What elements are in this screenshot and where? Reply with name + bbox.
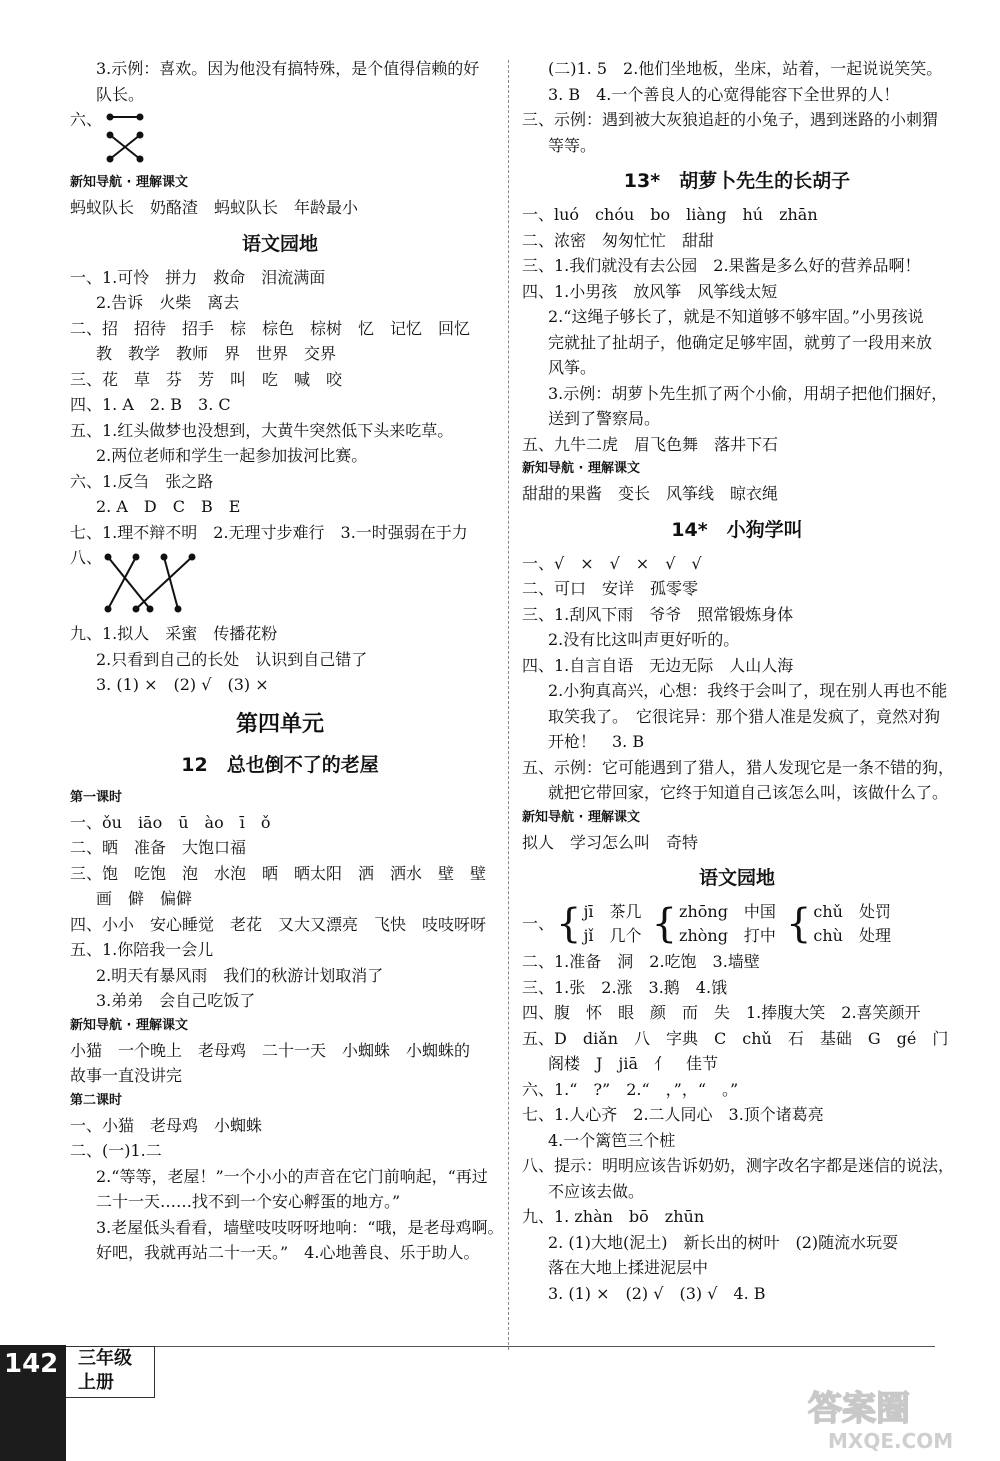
brace-icon: { (785, 901, 812, 947)
section-heading: 语文园地 (698, 867, 775, 889)
answer-line: 五、示例：它可能遇到了猎人，猎人发现它是一条不错的狗， (522, 757, 955, 777)
svg-text:MXQE.COM: MXQE.COM (828, 1429, 954, 1453)
polyphone-item: jī 茶几 (583, 902, 642, 921)
answer-line: 3.弟弟 会自己吃饭了 (96, 991, 256, 1010)
answer-line: 三、1.我们就没有去公园 2.果酱是多么好的营养品啊！ (522, 256, 921, 275)
section-label: 第一课时 (70, 789, 123, 805)
answer-line: 2.小狗真高兴，心想：我终于会叫了，现在别人再也不能 (548, 681, 948, 700)
answer-line: 五、D diǎn 八 字典 C chǔ 石 基础 G gé 门 (522, 1028, 949, 1048)
answer-line: 2.“这绳子够长了，就是不知道够不够牢固。”小男孩说 (548, 307, 924, 326)
answer-line: 2.两位老师和学生一起参加拔河比赛。 (96, 446, 368, 465)
polyphone-item: zhōng 中国 (679, 902, 776, 921)
answer-line: 二十一天……找不到一个安心孵蛋的地方。” (96, 1192, 401, 1211)
svg-text:答案圈: 答案圈 (808, 1389, 910, 1429)
unit-heading: 第四单元 (235, 711, 324, 737)
answer-line: 一、1.可怜 拼力 救命 泪流满面 (70, 267, 326, 287)
answer-line: 蚂蚁队长 奶酪渣 蚂蚁队长 年龄最小 (70, 198, 359, 217)
answer-line: (二)1. 5 2.他们坐地板，坐床，站着，一起说说笑笑。 (548, 59, 943, 78)
lesson-heading: 12 总也倒不了的老屋 (181, 753, 379, 776)
answer-line: 画 僻 偏僻 (96, 889, 193, 908)
brace-icon: { (651, 901, 678, 947)
answer-line: 3. (1) × (2) √ (3) √ 4. B (548, 1283, 766, 1303)
answer-line: 风筝。 (548, 358, 597, 377)
answer-line: 3. B 4.一个善良人的心宽得能容下全世界的人！ (548, 84, 900, 104)
answer-line: 2. (1)大地(泥土) 新长出的树叶 (2)随流水玩耍 (548, 1232, 899, 1252)
matching-diagram (102, 549, 212, 619)
answer-line: 一、luó chóu bo liàng hú zhān (522, 205, 818, 224)
answer-line: 拟人 学习怎么叫 奇特 (522, 832, 699, 852)
answer-line: 教 教学 教师 界 世界 交界 (96, 344, 337, 363)
answer-line: 六、1.“ ?” 2.“ ，”，“ 。” (522, 1079, 739, 1099)
left-column (70, 56, 504, 1266)
page-number: 142 (4, 1349, 59, 1379)
answer-line: 七、1.人心齐 2.二人同心 3.顶个诸葛亮 (522, 1105, 824, 1124)
answer-line: 完就扯了扯胡子，他确定足够牢固，就剪了一段用来放 (548, 332, 933, 352)
answer-line: 四、1. A 2. B 3. C (70, 395, 231, 414)
answer-line: 二、晒 准备 大饱口福 (70, 838, 247, 857)
answer-line: 三、示例：遇到被大灰狼追赶的小兔子，遇到迷路的小刺猬 (522, 110, 939, 129)
section-heading: 语文园地 (241, 232, 318, 255)
brace-icon: { (556, 901, 582, 947)
polyphone-item: zhòng 打中 (679, 926, 776, 945)
answer-line: 送到了警察局。 (548, 409, 661, 428)
answer-line: 二、浓密 匆匆忙忙 甜甜 (522, 230, 715, 250)
polyphone-item: jǐ 几个 (583, 926, 642, 945)
answer-line: 一、 (522, 914, 555, 934)
polyphone-group (583, 900, 641, 948)
section-label: 新知导航 · 理解课文 (522, 809, 640, 825)
answer-line: 四、腹 怀 眼 颜 而 失 1.捧腹大笑 2.喜笑颜开 (522, 1003, 921, 1022)
answer-line: 七、1.理不辩不明 2.无理寸步难行 3.一时强弱在于力 (70, 522, 468, 542)
answer-line: 就把它带回家，它终于知道自己该怎么叫，该做什么了。 (548, 783, 949, 802)
answer-line: 二、招 招待 招手 棕 棕色 棕树 忆 记忆 回忆 (70, 318, 471, 338)
answer-line: 二、1.准备 洞 2.吃饱 3.墙壁 (522, 952, 760, 971)
answer-line: 2. A D C B E (96, 497, 241, 516)
polyphone-item: chǔ 处罚 (813, 902, 891, 921)
answer-line: 2.明天有暴风雨 我们的秋游计划取消了 (96, 965, 384, 985)
right-column (522, 56, 955, 1306)
answer-line: 五、1.红头做梦也没想到，大黄牛突然低下头来吃草。 (70, 420, 454, 440)
answer-line: 五、1.你陪我一会儿 (70, 940, 214, 959)
answer-line: 小猫 一个晚上 老母鸡 二十一天 小蜘蛛 小蜘蛛的 (70, 1040, 471, 1060)
answer-line: 阁楼 J jiā 亻 佳节 (548, 1054, 719, 1073)
answer-line: 九、1.拟人 采蜜 传播花粉 (70, 624, 278, 643)
answer-line: 队长。 (96, 84, 145, 104)
answer-line: 2.告诉 火柴 离去 (96, 293, 240, 312)
column-divider (508, 60, 509, 1350)
answer-line: 五、九牛二虎 眉飞色舞 落井下石 (522, 434, 779, 454)
answer-line: 落在大地上揉进泥层中 (548, 1258, 709, 1277)
answer-line: 3.示例：胡萝卜先生抓了两个小偷，用胡子把他们捆好， (548, 383, 948, 403)
answer-line: 2.只看到自己的长处 认识到自己错了 (96, 649, 368, 669)
matching-row-6 (70, 107, 490, 171)
term-label: 上册 (78, 1372, 114, 1393)
answer-line: 3.老屋低头看看，墙壁吱吱呀呀地响：“哦，是老母鸡啊。 (96, 1217, 504, 1237)
answer-line: 三、1.张 2.涨 3.鹅 4.饿 (522, 977, 728, 997)
answer-line: 六、1.反刍 张之路 (70, 471, 214, 491)
answer-line: 开枪！ 3. B (548, 732, 645, 751)
answer-line: 八、提示：明明应该告诉奶奶，测字改名字都是迷信的说法， (522, 1156, 955, 1175)
answer-line: 好吧，我就再站二十一天。” 4.心地善良、乐于助人。 (96, 1243, 480, 1262)
watermark-logo (800, 1380, 990, 1455)
section-label: 新知导航 · 理解课文 (70, 175, 188, 190)
matching-diagram (104, 109, 154, 167)
answer-line: 一、ǒu iāo ū ào ī ǒ (70, 812, 271, 832)
answer-line: 六、 (70, 110, 103, 129)
lesson-heading: 13* 胡萝卜先生的长胡子 (623, 170, 851, 192)
answer-line: 取笑我了。 它很诧异：那个猎人准是发疯了，竟然对狗 (548, 706, 941, 726)
answer-line: 2.“等等，老屋！”一个小小的声音在它门前响起，“再过 (96, 1166, 488, 1186)
answer-line: 一、√ × √ × √ √ (522, 553, 702, 573)
answer-line: 故事一直没讲完 (70, 1066, 183, 1085)
footer-rule (155, 1346, 935, 1347)
answer-line: 四、小小 安心睡觉 老花 又大又漂亮 飞快 吱吱呀呀 (70, 914, 487, 934)
answer-line: 三、1.刮风下雨 爷爷 照常锻炼身体 (522, 604, 794, 624)
grade-label: 三年级 (78, 1348, 132, 1369)
answer-line: 2.没有比这叫声更好听的。 (548, 630, 740, 649)
matching-row-8 (70, 545, 490, 621)
answer-line: 等等。 (548, 135, 597, 155)
answer-line: 一、小猫 老母鸡 小蜘蛛 (70, 1115, 263, 1135)
answer-line: 四、1.自言自语 无边无际 人山人海 (522, 655, 794, 675)
answer-line: 三、饱 吃饱 泡 水泡 晒 晒太阳 洒 洒水 壁 壁 (70, 863, 487, 883)
answer-line: 甜甜的果酱 变长 风筝线 晾衣绳 (522, 484, 779, 503)
polyphone-row (522, 899, 952, 949)
answer-line: 二、(一)1.二 (70, 1141, 162, 1160)
section-label: 新知导航 · 理解课文 (522, 461, 640, 476)
lesson-heading: 14* 小狗学叫 (671, 518, 803, 541)
polyphone-group (679, 900, 776, 948)
answer-line: 九、1. zhàn bō zhūn (522, 1207, 705, 1226)
answer-line: 二、可口 安详 孤零零 (522, 579, 699, 598)
section-label: 第二课时 (70, 1092, 123, 1108)
polyphone-group (813, 900, 891, 948)
section-label: 新知导航 · 理解课文 (70, 1017, 188, 1033)
answer-line: 四、1.小男孩 放风筝 风筝线太短 (522, 281, 778, 301)
answer-line: 3. (1) × (2) √ (3) × (96, 675, 269, 694)
answer-line: 不应该去做。 (548, 1181, 645, 1201)
answer-line: 三、花 草 芬 芳 叫 吃 喊 咬 (70, 369, 343, 389)
answer-line: 3.示例：喜欢。因为他没有搞特殊，是个值得信赖的好 (96, 59, 480, 78)
polyphone-item: chù 处理 (813, 926, 891, 945)
answer-line: 4.一个篱笆三个桩 (548, 1130, 676, 1150)
answer-line: 八、 (70, 548, 103, 567)
